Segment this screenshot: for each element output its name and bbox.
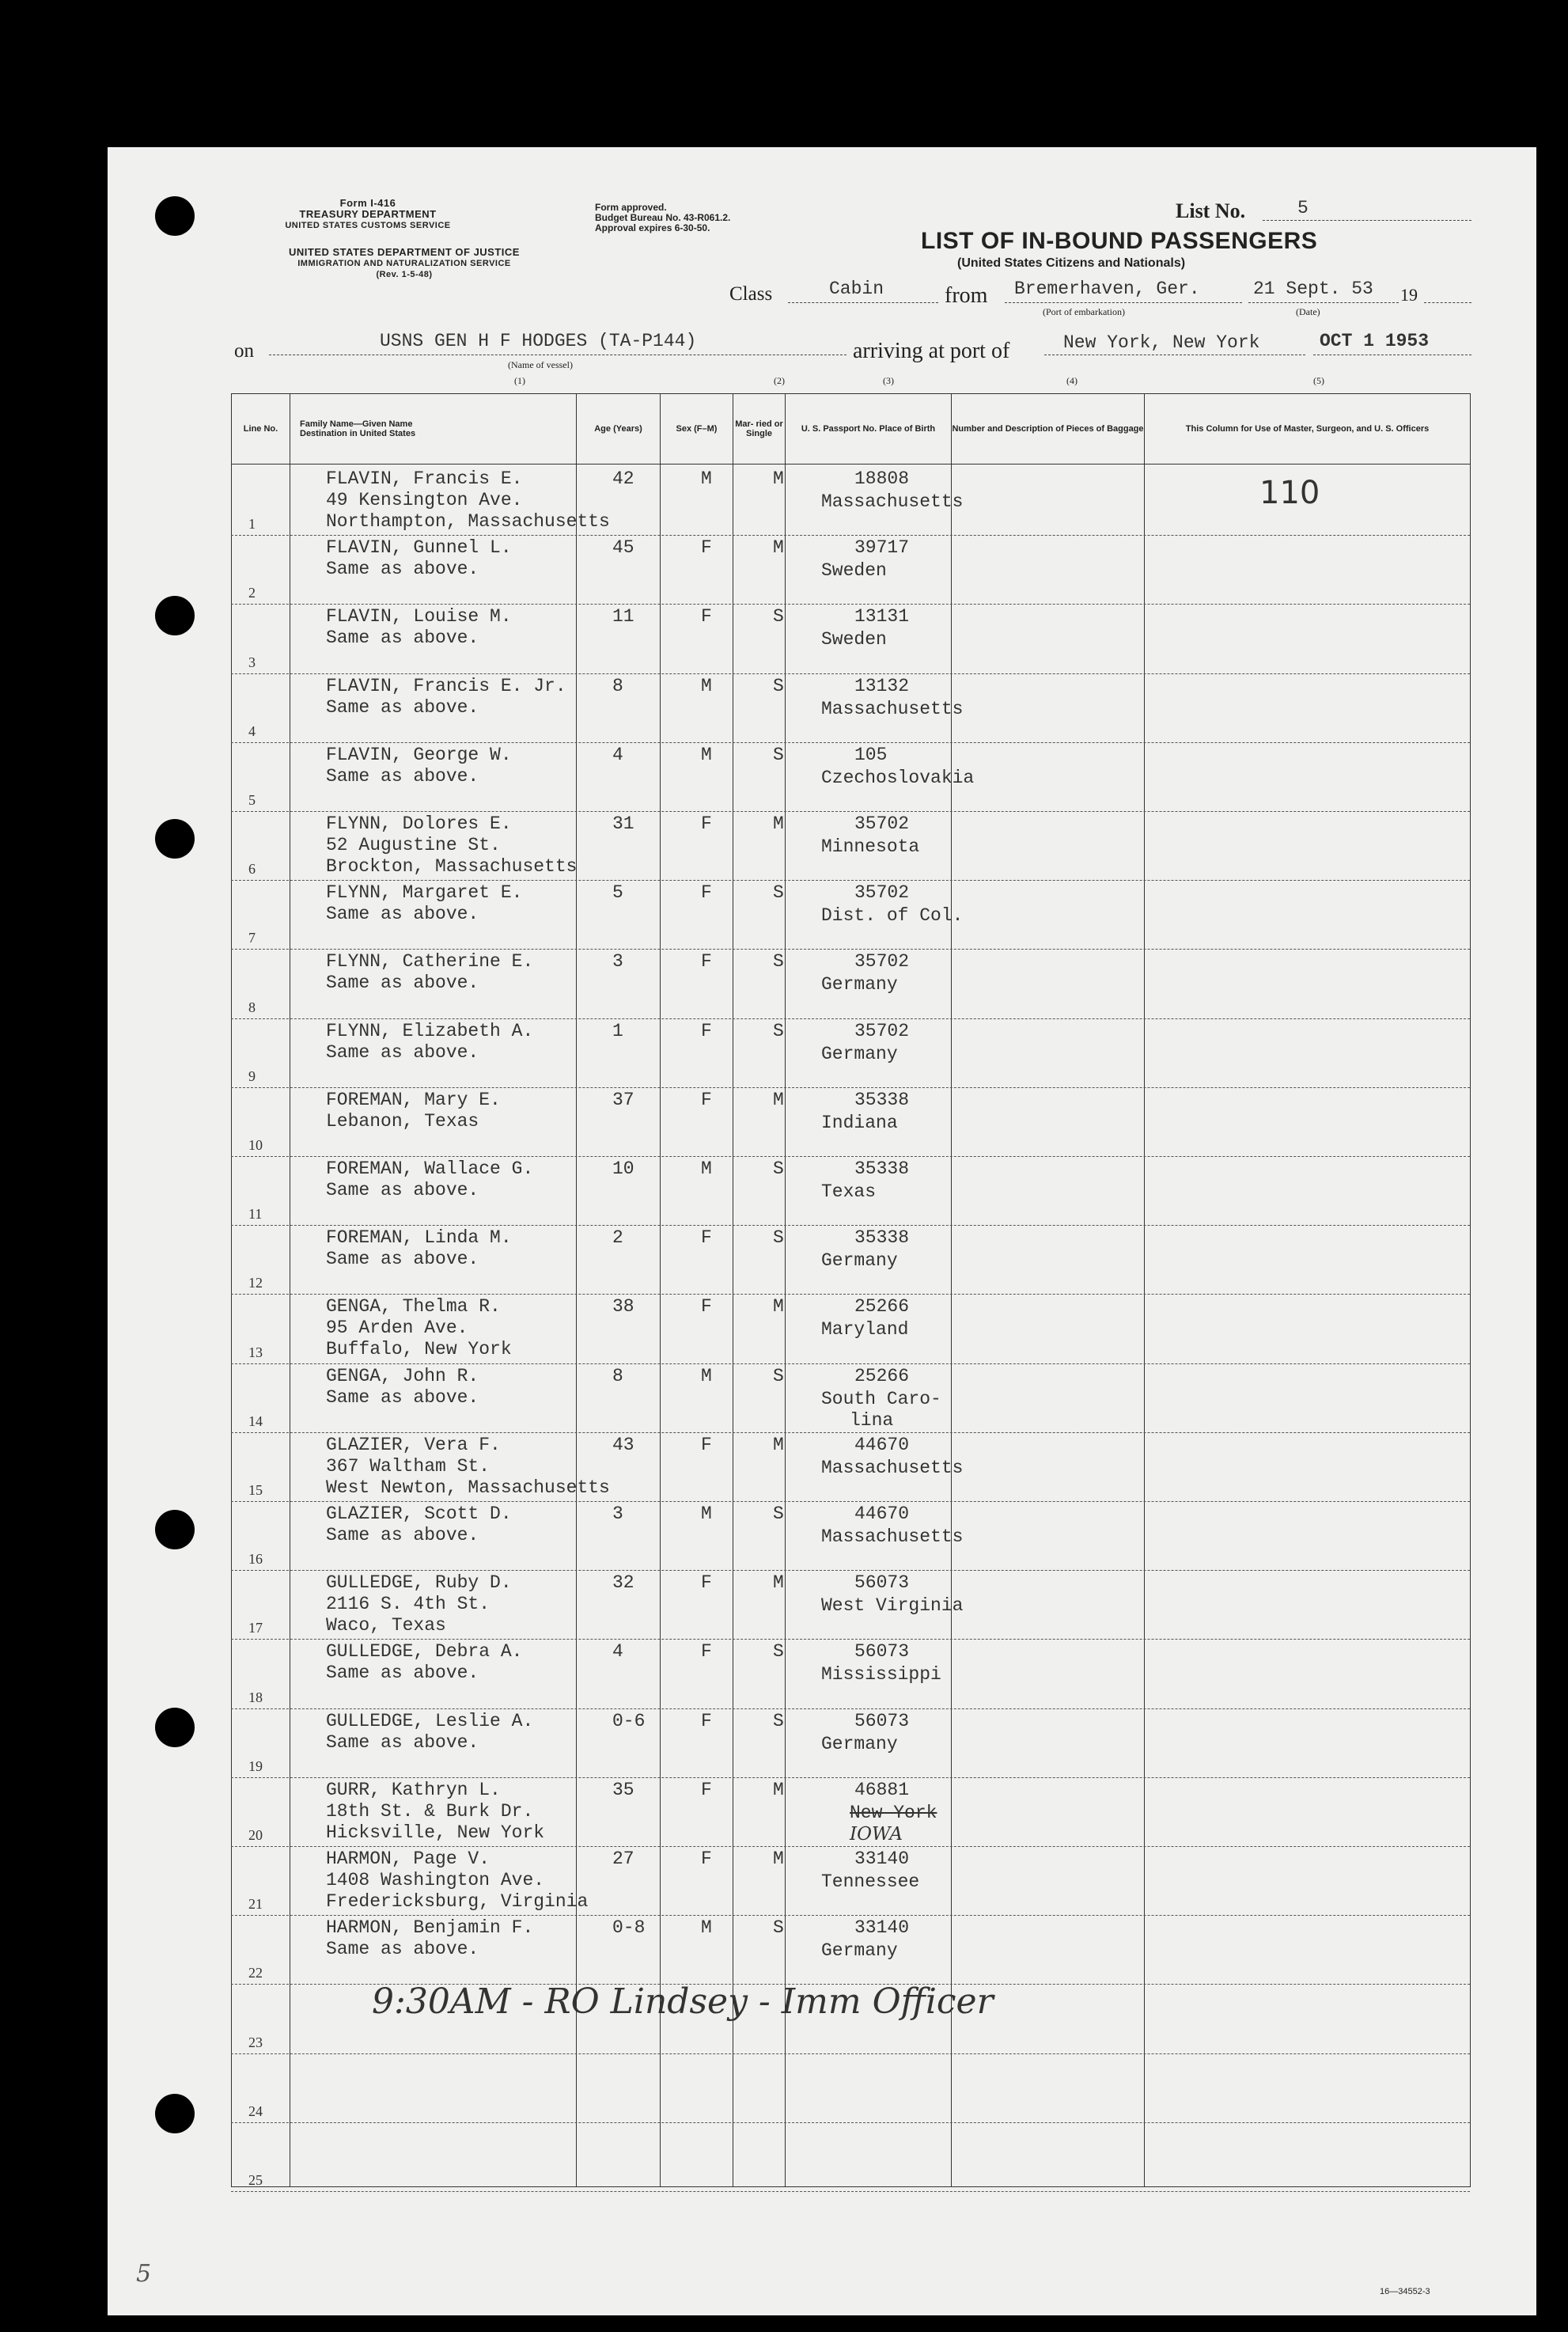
place-of-birth: South Caro- [821,1388,941,1409]
arrival-date: OCT 1 1953 [1320,331,1430,351]
passenger-marital-status: M [773,1434,784,1455]
passport-number: 13132 [854,675,910,696]
col-caption-5: (5) [1313,375,1324,386]
passenger-sex: F [701,1641,712,1663]
passenger-sex: F [701,1227,712,1249]
header-officers: This Column for Use of Master, Surgeon, and U. S. Officers [1145,394,1471,465]
passport-number: 56073 [854,1710,910,1731]
line-number: 3 [248,654,256,670]
officer-number: 110 [1259,475,1320,511]
passenger-age: 4 [612,1641,623,1663]
place-of-birth: Massachusetts [821,698,964,719]
passenger-address-line: Same as above. [326,696,479,718]
form-header-treasury [237,198,498,231]
passenger-age: 43 [612,1434,634,1455]
line-number: 8 [248,999,256,1015]
line-number: 1 [248,516,256,533]
passenger-age: 8 [612,1365,623,1386]
passenger-marital-status: S [773,1158,784,1179]
passenger-marital-status: M [773,1849,784,1869]
port-caption: (Port of embarkation) [1043,306,1125,317]
place-of-birth: Germany [821,1940,898,1962]
passport-number: 13131 [854,606,910,628]
passenger-age: 10 [612,1158,634,1179]
passenger-age: 0-8 [612,1917,646,1939]
place-of-birth: Sweden [821,629,887,650]
col-caption-4: (4) [1066,375,1078,386]
passenger-name: FOREMAN, Mary E. [326,1089,501,1110]
passenger-address-line: 18th St. & Burk Dr. [326,1800,534,1822]
header-family-name: Family Name—Given Name [300,419,413,429]
passenger-sex: F [701,1572,712,1594]
passenger-marital-status: M [773,1089,784,1110]
passenger-address-line: Lebanon, Texas [326,1110,479,1132]
passenger-marital-status: S [773,675,784,696]
header-sex: Sex (F–M) [661,394,733,465]
col-caption-2: (2) [774,375,785,386]
passenger-address-line: 367 Waltham St. [326,1455,490,1477]
line-number: 15 [248,1482,263,1498]
passenger-name: GULLEDGE, Ruby D. [326,1572,512,1594]
passenger-city-line: Northampton, Massachusetts [326,511,610,532]
passport-number: 46881 [854,1779,910,1800]
passenger-marital-status: M [773,813,784,834]
passenger-name: GULLEDGE, Leslie A. [326,1710,534,1731]
passenger-sex: F [701,1779,712,1800]
place-of-birth: Sweden [821,560,887,582]
passenger-age: 31 [612,813,634,834]
passenger-age: 45 [612,537,634,559]
place-of-birth: Germany [821,1733,898,1754]
from-underline [1005,302,1242,303]
passenger-age: 3 [612,951,623,973]
punch-hole [155,1510,195,1549]
from-value: Bremerhaven, Ger. [1014,279,1200,299]
place-of-birth: Germany [821,1250,898,1272]
passenger-name: FLAVIN, George W. [326,744,512,765]
line-number: 9 [248,1067,256,1084]
passenger-marital-status: S [773,1710,784,1731]
place-of-birth: Indiana [821,1112,898,1133]
passport-number: 105 [854,744,888,765]
passport-number: 18808 [854,468,910,489]
passenger-sex: M [701,744,712,765]
passport-number: 39717 [854,537,910,559]
handwritten-inspection-note: 9:30AM - RO Lindsey - Imm Officer [372,1981,994,2022]
passenger-address-line: Same as above. [326,1180,479,1200]
passenger-name: FLAVIN, Gunnel L. [326,537,512,559]
line-number: 22 [248,1965,263,1981]
line-number: 6 [248,861,256,878]
place-of-birth: Massachusetts [821,1526,964,1547]
passenger-name: GLAZIER, Scott D. [326,1503,512,1524]
passport-number: 44670 [854,1503,910,1524]
passenger-age: 35 [612,1779,634,1800]
passport-number: 25266 [854,1296,910,1318]
passenger-age: 27 [612,1849,634,1869]
page-subtitle: (United States Citizens and Nationals) [957,256,1186,270]
passenger-address-line: Same as above. [326,1731,479,1753]
line-number: 19 [248,1758,263,1774]
passenger-age: 42 [612,468,634,489]
year-underline [1424,302,1471,303]
treasury-dept: TREASURY DEPARTMENT [299,208,437,220]
line-number: 18 [248,1689,263,1705]
passenger-address-line: 95 Arden Ave. [326,1318,468,1339]
passenger-name: GULLEDGE, Debra A. [326,1641,523,1663]
passenger-sex: F [701,1434,712,1455]
ins-service: IMMIGRATION AND NATURALIZATION SERVICE [297,259,511,268]
header-married: Mar- ried or Single [733,394,786,465]
punch-hole [155,596,195,635]
passenger-age: 4 [612,744,623,765]
customs-service: UNITED STATES CUSTOMS SERVICE [285,221,451,230]
punch-hole [155,196,195,236]
place-of-birth-cont: lina [850,1409,894,1431]
passenger-marital-status: M [773,1296,784,1318]
line-number: 11 [248,1206,263,1223]
header-baggage: Number and Description of Pieces of Baggage [952,394,1145,465]
form-header-justice [226,247,582,280]
passenger-city-line: West Newton, Massachusetts [326,1477,610,1498]
passenger-name: HARMON, Page V. [326,1849,490,1869]
place-of-birth: Germany [821,974,898,995]
passenger-city-line: Hicksville, New York [326,1822,545,1843]
passport-number: 35702 [854,951,910,973]
passenger-address-line: Same as above. [326,904,479,925]
passenger-sex: F [701,537,712,559]
line-number: 24 [248,2103,263,2119]
passport-number: 56073 [854,1641,910,1663]
place-of-birth: Germany [821,1043,898,1064]
line-number: 10 [248,1137,263,1153]
list-no-underline [1263,220,1471,221]
place-of-birth: Massachusetts [821,491,964,512]
passenger-address-line: Same as above. [326,765,479,787]
table-row [231,2053,1470,2123]
passenger-address-line: Same as above. [326,1939,479,1960]
passenger-marital-status: S [773,744,784,765]
passenger-age: 5 [612,882,623,904]
line-number: 23 [248,2034,263,2050]
passenger-marital-status: S [773,1641,784,1663]
line-number: 20 [248,1827,263,1843]
class-label: Class [729,283,773,305]
passenger-sex: M [701,675,712,696]
passenger-age: 32 [612,1572,634,1594]
col-caption-1: (1) [514,375,525,386]
place-of-birth: Dist. of Col. [821,905,964,927]
vessel-name: USNS GEN H F HODGES (TA-P144) [380,331,697,351]
passenger-marital-status: S [773,1365,784,1386]
passport-number: 35702 [854,1020,910,1041]
approval-line-3: Approval expires 6-30-50. [595,222,710,233]
line-number: 5 [248,792,256,808]
passport-number: 35338 [854,1227,910,1249]
passenger-name: GENGA, Thelma R. [326,1296,501,1318]
passenger-sex: F [701,882,712,904]
passenger-age: 38 [612,1296,634,1318]
from-label: from [945,283,988,308]
passenger-marital-status: M [773,537,784,559]
passenger-name: FOREMAN, Wallace G. [326,1158,534,1179]
passenger-sex: M [701,1503,712,1524]
passenger-marital-status: M [773,1779,784,1800]
passport-number: 35338 [854,1089,910,1110]
passenger-sex: F [701,1020,712,1041]
place-of-birth: New York [850,1802,937,1823]
passport-number: 44670 [854,1434,910,1455]
arriving-label: arriving at port of [853,339,1010,363]
line-number: 25 [248,2172,263,2188]
passenger-address-line: Same as above. [326,1663,479,1684]
passenger-name: GENGA, John R. [326,1365,479,1386]
place-of-birth: Massachusetts [821,1457,964,1478]
class-value: Cabin [829,279,884,299]
passenger-name: FLYNN, Elizabeth A. [326,1020,534,1041]
passenger-name: FLAVIN, Francis E. [326,468,523,489]
passenger-name: GLAZIER, Vera F. [326,1434,501,1455]
year-prefix: 19 [1400,285,1418,305]
passenger-marital-status: S [773,1020,784,1041]
place-of-birth: Minnesota [821,836,920,857]
passenger-address-line: Same as above. [326,973,479,994]
passenger-name: FOREMAN, Linda M. [326,1227,512,1249]
passenger-age: 37 [612,1089,634,1110]
passenger-age: 8 [612,675,623,696]
page-title: LIST OF IN-BOUND PASSENGERS [921,228,1318,254]
date-value: 21 Sept. 53 [1253,279,1373,299]
passenger-age: 1 [612,1020,623,1041]
passenger-sex: F [701,1296,712,1318]
list-no-label: List No. [1176,199,1246,222]
passenger-age: 2 [612,1227,623,1249]
line-number: 13 [248,1344,263,1360]
passenger-marital-status: M [773,1572,784,1594]
passport-number: 25266 [854,1365,910,1386]
place-of-birth: West Virginia [821,1595,964,1617]
header-line-no: Line No. [232,394,290,465]
place-of-birth: Tennessee [821,1871,920,1892]
line-number: 7 [248,930,256,946]
line-number: 12 [248,1275,263,1291]
approval-line-1: Form approved. [595,202,667,213]
place-of-birth: Texas [821,1181,877,1202]
punch-hole [155,1708,195,1747]
line-number: 16 [248,1551,263,1568]
passenger-city-line: Buffalo, New York [326,1339,512,1360]
passenger-sex: F [701,606,712,628]
place-of-birth: Czechoslovakia [821,767,975,788]
passport-number: 35702 [854,882,910,904]
passenger-city-line: Brockton, Massachusetts [326,856,578,877]
passenger-sex: F [701,951,712,973]
passenger-sex: M [701,468,712,489]
place-of-birth: Mississippi [821,1664,941,1685]
class-underline [788,302,938,303]
header-destination: Destination in United States [300,429,416,438]
passenger-address-line: Same as above. [326,559,479,580]
passenger-sex: F [701,813,712,834]
passenger-sex: M [701,1365,712,1386]
passenger-sex: F [701,1089,712,1110]
passenger-name: GURR, Kathryn L. [326,1779,501,1800]
on-label: on [234,340,254,362]
place-of-birth: Maryland [821,1319,909,1340]
passenger-address-line: 49 Kensington Ave. [326,490,523,510]
punch-hole [155,819,195,859]
passenger-address-line: 1408 Washington Ave. [326,1870,545,1890]
passenger-sex: M [701,1917,712,1939]
passenger-age: 3 [612,1503,623,1524]
vessel-caption: (Name of vessel) [508,359,573,370]
header-passport: U. S. Passport No. Place of Birth [786,394,952,465]
passenger-name: FLAVIN, Louise M. [326,606,512,628]
passenger-marital-status: S [773,1503,784,1524]
form-approval [595,203,730,233]
passenger-sex: F [701,1849,712,1869]
passenger-address-line: Same as above. [326,628,479,649]
passenger-city-line: Fredericksburg, Virginia [326,1891,589,1912]
passport-number: 35702 [854,813,910,834]
passenger-name: FLYNN, Margaret E. [326,882,523,904]
passenger-sex: F [701,1710,712,1731]
date-underline [1248,302,1399,303]
passenger-address-line: 52 Augustine St. [326,835,501,855]
passenger-address-line: 2116 S. 4th St. [326,1594,490,1615]
passenger-address-line: Same as above. [326,1525,479,1545]
passenger-sex: M [701,1158,712,1179]
passenger-age: 0-6 [612,1710,646,1731]
passenger-address-line: Same as above. [326,1249,479,1270]
punch-hole [155,2094,195,2133]
line-number: 21 [248,1896,263,1913]
corner-mark: 5 [136,2260,152,2288]
passenger-marital-status: S [773,1917,784,1939]
passenger-name: HARMON, Benjamin F. [326,1917,534,1939]
passenger-address-line: Same as above. [326,1041,479,1063]
form-id: Form I-416 [339,197,396,209]
col-caption-3: (3) [883,375,894,386]
passport-number: 35338 [854,1158,910,1179]
passenger-marital-status: S [773,606,784,628]
header-age: Age (Years) [577,394,661,465]
passenger-age: 11 [612,606,634,628]
passenger-marital-status: S [773,951,784,973]
passport-number: 33140 [854,1849,910,1869]
passport-number: 33140 [854,1917,910,1939]
line-number: 4 [248,722,256,739]
line-number: 14 [248,1412,263,1429]
list-no-value: 5 [1297,198,1309,218]
passenger-name: FLAVIN, Francis E. Jr. [326,675,566,696]
place-of-birth-cont: IOWA [850,1823,903,1845]
date-caption: (Date) [1296,306,1320,317]
passenger-marital-status: S [773,882,784,904]
passenger-name: FLYNN, Catherine E. [326,951,534,973]
justice-dept: UNITED STATES DEPARTMENT OF JUSTICE [289,246,520,258]
passenger-name: FLYNN, Dolores E. [326,813,512,834]
header-name [290,394,577,465]
line-number: 2 [248,585,256,601]
footer-code: 16—34552-3 [1380,2287,1430,2296]
passenger-marital-status: S [773,1227,784,1249]
approval-line-2: Budget Bureau No. 43-R061.2. [595,212,731,223]
line-number: 17 [248,1620,263,1636]
passenger-city-line: Waco, Texas [326,1615,446,1636]
passenger-address-line: Same as above. [326,1386,479,1408]
arrival-port: New York, New York [1063,332,1260,353]
revision: (Rev. 1-5-48) [376,270,433,279]
table-row [231,2122,1470,2192]
passenger-marital-status: M [773,468,784,489]
passport-number: 56073 [854,1572,910,1594]
